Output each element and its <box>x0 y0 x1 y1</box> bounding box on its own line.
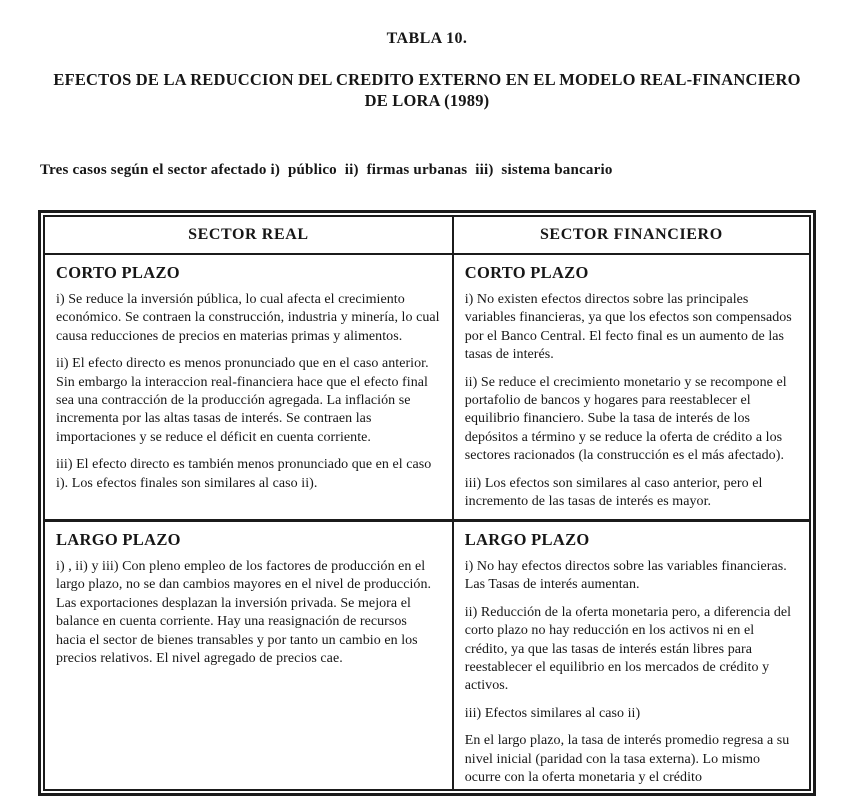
cell-heading-largo-plazo-financiero: LARGO PLAZO <box>464 530 590 549</box>
paragraph-fin-corto-iii: iii) Los efectos son similares al caso anterior, pero el incremento de las tasas de interés es mayor. <box>464 475 763 510</box>
paragraph-fin-largo-iii: iii) Efectos similares al caso ii) <box>464 705 641 721</box>
cases-subtitle: Tres casos según el sector afectado i) público ii) firmas urbanas iii) sistema bancario <box>40 162 613 178</box>
paragraph-real-corto-i: i) Se reduce la inversión pública, lo cual afecta el crecimiento económico. Se contraen la construcción, industria y minería, lo cual causa reducciones de precios en materias primas y alimentos. <box>56 292 440 344</box>
table-header-row <box>45 217 809 255</box>
column-header-sector-real: SECTOR REAL <box>45 217 454 253</box>
paragraph-real-largo-i-ii-iii: i) , ii) y iii) Con pleno empleo de los factores de producción en el largo plazo, no se dan cambios mayores en el nivel de producción. Las exportaciones desplazan la inversión privada. Se mejora el balance en cuenta corriente. Hay una reasignación de recursos hacia el sector de bienes transables y por tanto un cambio en los precios relativos. El nivel agregado de precios cae. <box>56 559 432 667</box>
cell-heading-largo-plazo-real: LARGO PLAZO <box>56 530 181 549</box>
cell-sector-financiero-largo-plazo <box>454 522 809 789</box>
paragraph-fin-largo-ii: ii) Reducción de la oferta monetaria pero, a diferencia del corto plazo no hay reducción en los activos ni en el crédito, ya que las tasas de interés están libres para reestablecer el equilibrio en los mercados de crédito y activos. <box>464 604 792 694</box>
paragraph-real-corto-iii: iii) El efecto directo es también menos pronunciado que en el caso i). Los efectos finales son similares al caso ii). <box>56 457 432 491</box>
paragraph-fin-corto-ii: ii) Se reduce el crecimiento monetario y se recompone el portafolio de bancos y hogares para reestablecer el equilibrio financiero. Sube la tasa de interés de los depósitos a término y se reduce la oferta de crédito a los sectores racionados (la construcción es el más afectado). <box>464 374 787 464</box>
cell-sector-financiero-corto-plazo <box>454 255 809 519</box>
paragraph-fin-corto-i: i) No existen efectos directos sobre las principales variables financieras, ya que los efectos son compensados por el Banco Central. El fecto final es un aumento de las tasas de interés. <box>464 292 792 363</box>
cell-sector-real-largo-plazo <box>45 522 454 789</box>
effects-table <box>38 210 816 796</box>
document-title-line2: DE LORA (1989) <box>364 91 490 110</box>
effects-table-inner-border <box>43 215 811 791</box>
cell-heading-corto-plazo-financiero: CORTO PLAZO <box>464 263 589 282</box>
document-title-line1: EFECTOS DE LA REDUCCION DEL CREDITO EXTERNO EN EL MODELO REAL-FINANCIERO <box>53 70 801 89</box>
table-row-corto-plazo <box>45 255 809 519</box>
paragraph-fin-largo-summary: En el largo plazo, la tasa de interés promedio regresa a su nivel inicial (paridad con la tasa externa). Lo mismo ocurre con la oferta monetaria y el crédito <box>464 733 790 786</box>
cell-heading-corto-plazo-real: CORTO PLAZO <box>56 263 180 282</box>
table-number-label: TABLA 10. <box>386 30 468 47</box>
document-title <box>0 69 854 111</box>
paragraph-fin-largo-i: i) No hay efectos directos sobre las variables financieras. Las Tasas de interés aumentan. <box>464 559 787 593</box>
column-header-sector-financiero: SECTOR FINANCIERO <box>539 226 723 243</box>
cell-sector-real-corto-plazo <box>45 255 454 519</box>
paragraph-real-corto-ii: ii) El efecto directo es menos pronunciado que en el caso anterior. Sin embargo la interaccion real-financiera hace que el efecto final sea una contracción de la producción agregada. La inflación se incrementa por las altas tasas de interés. Se contraen las importaciones y se reduce el déficit en cuenta corriente. <box>56 356 429 445</box>
table-row-largo-plazo <box>45 519 809 789</box>
document-header <box>0 0 854 111</box>
